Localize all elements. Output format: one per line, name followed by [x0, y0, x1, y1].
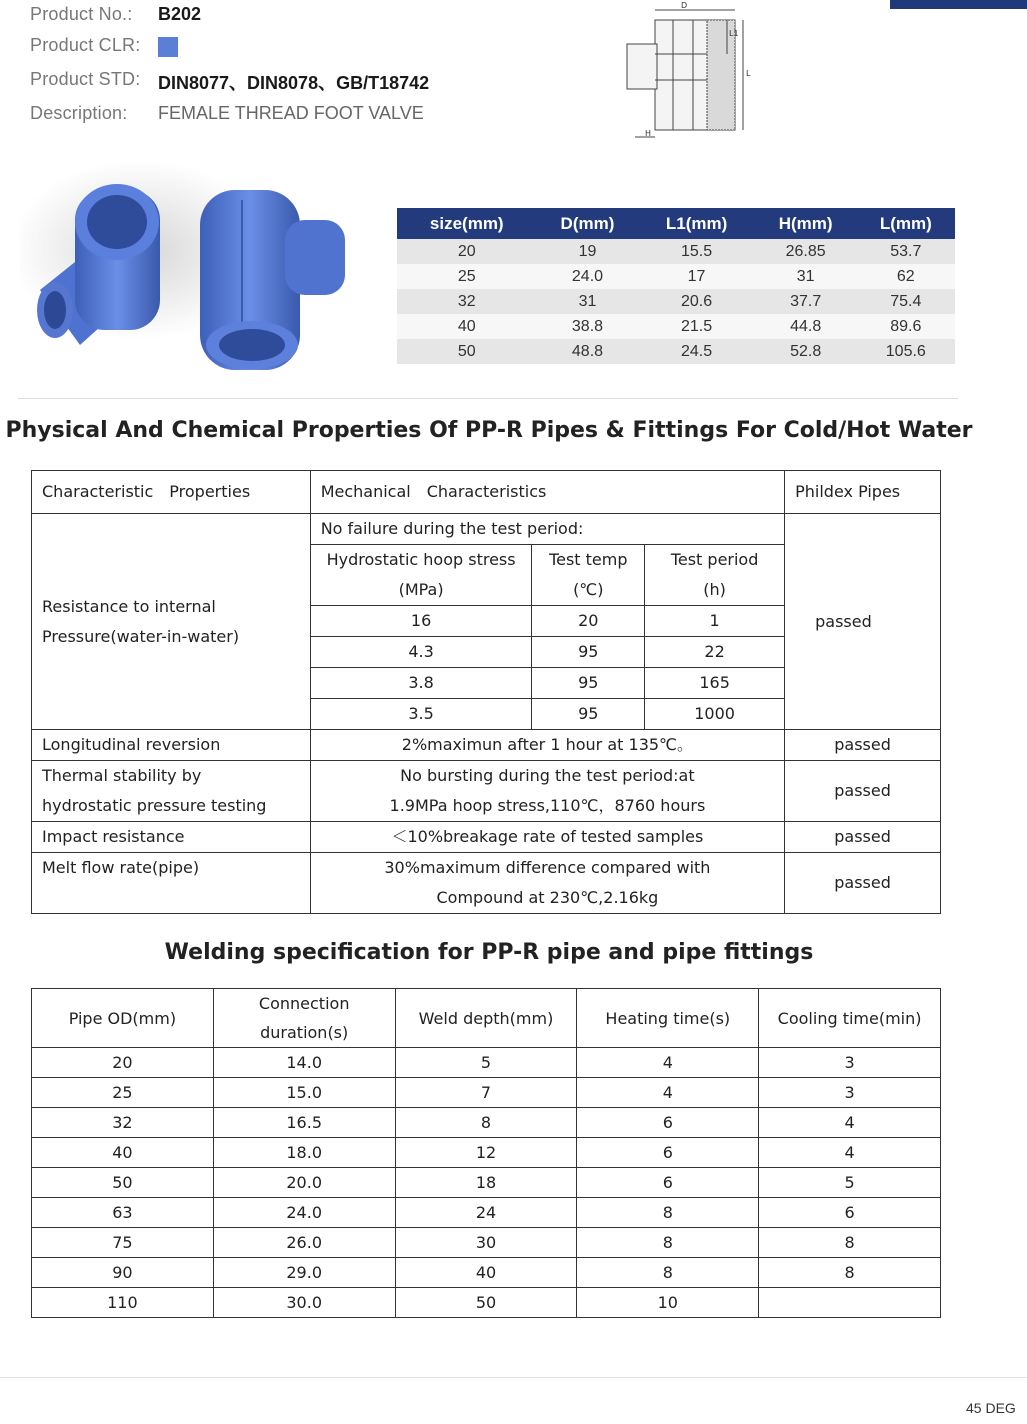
prop-characteristic: 2%maximun after 1 hour at 135℃。: [310, 730, 784, 761]
table-cell: 6: [577, 1138, 759, 1168]
prop-label: Longitudinal reversion: [32, 730, 311, 761]
prop-label: Melt flow rate(pipe): [32, 853, 311, 914]
weld-header-cooling: Cooling time(min): [759, 989, 941, 1048]
table-cell: 20.6: [638, 289, 754, 314]
table-cell: 75.4: [857, 289, 955, 314]
size-header-d: D(mm): [537, 208, 639, 239]
table-cell: 4: [759, 1108, 941, 1138]
table-cell: 24.5: [638, 339, 754, 364]
table-row: [32, 822, 941, 853]
table-row: [397, 339, 955, 364]
prop-result: passed: [785, 853, 941, 914]
prop-header-mechanical: Mechanical Characteristics: [310, 471, 784, 514]
table-cell: 17: [638, 264, 754, 289]
table-cell: 8: [759, 1258, 941, 1288]
table-cell: 32: [397, 289, 537, 314]
table-cell: 29.0: [213, 1258, 395, 1288]
table-cell: 50: [395, 1288, 577, 1318]
prop-label: Impact resistance: [32, 822, 311, 853]
table-cell: 63: [32, 1198, 214, 1228]
prop-characteristic-line2: 1.9MPa hoop stress,110℃，8760 hours: [389, 796, 706, 815]
properties-table: [31, 470, 941, 914]
table-row: [32, 1048, 941, 1078]
pressure-intro: No failure during the test period:: [311, 514, 784, 545]
drawing-label-l1: L1: [729, 29, 739, 38]
table-cell: 105.6: [857, 339, 955, 364]
table-cell: 62: [857, 264, 955, 289]
prop-characteristic-line1: 30%maximum difference compared with: [384, 858, 711, 877]
description-row: [30, 103, 424, 124]
table-row: [32, 1228, 941, 1258]
product-no-value: B202: [158, 4, 202, 24]
table-row: [32, 1078, 941, 1108]
table-row: [397, 289, 955, 314]
prop-characteristic-line1: No bursting during the test period:at: [400, 766, 695, 785]
table-cell: 8: [395, 1108, 577, 1138]
product-photo: [20, 150, 375, 375]
drawing-label-l: L: [746, 69, 751, 78]
table-cell: 20: [532, 606, 645, 637]
table-cell: 8: [577, 1258, 759, 1288]
footer-divider: [0, 1377, 1027, 1378]
table-cell: [645, 545, 785, 606]
table-cell: 38.8: [537, 314, 639, 339]
prop-label-line2: hydrostatic pressure testing: [42, 796, 267, 815]
table-row: [32, 1168, 941, 1198]
table-cell: 24.0: [537, 264, 639, 289]
table-cell: 5: [759, 1168, 941, 1198]
product-no-row: [30, 4, 202, 25]
table-row: [32, 1198, 941, 1228]
table-cell: 8: [577, 1198, 759, 1228]
prop-result: passed: [785, 822, 941, 853]
table-cell: 22: [645, 637, 785, 668]
table-row: [311, 606, 784, 637]
table-row: [311, 545, 784, 606]
size-table-header: [397, 208, 955, 239]
size-header-l: L(mm): [857, 208, 955, 239]
description-label: Description:: [30, 103, 128, 123]
table-cell: 4: [577, 1048, 759, 1078]
weld-header-heating: Heating time(s): [577, 989, 759, 1048]
product-std-value: DIN8077、DIN8078、GB/T18742: [158, 73, 430, 93]
table-cell: 8: [759, 1228, 941, 1258]
table-row: [311, 699, 784, 730]
table-cell: 26.85: [755, 239, 857, 264]
table-cell: 21.5: [638, 314, 754, 339]
table-cell: 5: [395, 1048, 577, 1078]
table-cell: 3: [759, 1078, 941, 1108]
table-cell: 48.8: [537, 339, 639, 364]
table-cell: 89.6: [857, 314, 955, 339]
description-value: FEMALE THREAD FOOT VALVE: [158, 103, 424, 123]
prop-characteristic: [310, 853, 784, 914]
table-row: [32, 761, 941, 822]
welding-table: [31, 988, 941, 1318]
prop-label-line1: Thermal stability by: [42, 766, 202, 785]
drawing-label-h: H: [645, 129, 652, 138]
welding-title: Welding specification for PP-R pipe and pipe fittings: [164, 940, 814, 965]
size-header-size: size(mm): [397, 208, 537, 239]
table-cell: 8: [577, 1228, 759, 1258]
table-cell: 3: [759, 1048, 941, 1078]
product-no-label: Product No.:: [30, 4, 133, 24]
prop-characteristic-line2: Compound at 230℃,2.16kg: [436, 888, 659, 907]
table-cell: 25: [32, 1078, 214, 1108]
table-row: [397, 264, 955, 289]
table-cell: 10: [577, 1288, 759, 1318]
table-cell: 12: [395, 1138, 577, 1168]
color-swatch: [158, 37, 178, 57]
table-cell: 30.0: [213, 1288, 395, 1318]
table-cell: 31: [755, 264, 857, 289]
table-cell: 37.7: [755, 289, 857, 314]
table-cell: 18: [395, 1168, 577, 1198]
table-row: [32, 514, 941, 730]
table-row: [397, 239, 955, 264]
welding-header-row: [32, 989, 941, 1048]
table-row: [397, 314, 955, 339]
properties-title: Physical And Chemical Properties Of PP-R Pipes & Fittings For Cold/Hot Water: [5, 418, 973, 443]
table-cell: 90: [32, 1258, 214, 1288]
table-row: [311, 668, 784, 699]
table-cell: 95: [532, 637, 645, 668]
weld-header-od: Pipe OD(mm): [32, 989, 214, 1048]
table-row: [32, 1288, 941, 1318]
product-clr-label: Product CLR:: [30, 35, 141, 55]
table-cell: 7: [395, 1078, 577, 1108]
table-cell: 44.8: [755, 314, 857, 339]
weld-header-duration-line1: Connection: [258, 994, 350, 1013]
pressure-label-line1: Resistance to internal: [42, 596, 216, 616]
table-cell: 6: [759, 1198, 941, 1228]
table-row: [311, 637, 784, 668]
product-std-label: Product STD:: [30, 69, 141, 89]
table-cell: 4.3: [311, 637, 532, 668]
pressure-label: [32, 514, 311, 730]
table-cell: 165: [645, 668, 785, 699]
properties-header-row: [32, 471, 941, 514]
table-cell: [759, 1288, 941, 1318]
table-cell: 3.8: [311, 668, 532, 699]
size-header-l1: L1(mm): [638, 208, 754, 239]
size-header-h: H(mm): [755, 208, 857, 239]
table-cell: 19: [537, 239, 639, 264]
subheader-stress-line2: (MPa): [398, 580, 444, 599]
table-cell: 25: [397, 264, 537, 289]
table-cell: [311, 545, 532, 606]
table-cell: 40: [32, 1138, 214, 1168]
technical-drawing: [615, 2, 765, 150]
table-cell: 4: [577, 1078, 759, 1108]
table-row: [32, 1138, 941, 1168]
pressure-result: passed: [785, 514, 941, 730]
table-cell: 1000: [645, 699, 785, 730]
table-cell: 95: [532, 668, 645, 699]
prop-characteristic: [310, 761, 784, 822]
weld-header-duration-line2: duration(s): [260, 1023, 349, 1042]
table-cell: 6: [577, 1168, 759, 1198]
prop-header-result: Phildex Pipes: [785, 471, 941, 514]
table-cell: 50: [32, 1168, 214, 1198]
drawing-label-d: D: [681, 2, 688, 10]
table-cell: 50: [397, 339, 537, 364]
prop-result: passed: [785, 730, 941, 761]
table-cell: 15.0: [213, 1078, 395, 1108]
prop-header-characteristic: Characteristic Properties: [32, 471, 311, 514]
top-accent-bar: [890, 0, 1027, 9]
table-row: [32, 730, 941, 761]
pressure-details: [310, 514, 784, 730]
table-cell: 30: [395, 1228, 577, 1258]
table-cell: 15.5: [638, 239, 754, 264]
product-std-row: [30, 69, 430, 93]
table-cell: 40: [397, 314, 537, 339]
tee-fitting-right: [200, 190, 345, 370]
table-row: [32, 1258, 941, 1288]
subheader-stress-line1: Hydrostatic hoop stress: [326, 550, 516, 569]
table-cell: 14.0: [213, 1048, 395, 1078]
table-cell: 53.7: [857, 239, 955, 264]
table-cell: 16.5: [213, 1108, 395, 1138]
subheader-period-line1: Test period: [670, 550, 759, 569]
table-cell: 24: [395, 1198, 577, 1228]
table-cell: 4: [759, 1138, 941, 1168]
prop-characteristic: ＜10%breakage rate of tested samples: [310, 822, 784, 853]
table-cell: 24.0: [213, 1198, 395, 1228]
table-cell: 20: [32, 1048, 214, 1078]
table-cell: [532, 545, 645, 606]
pressure-subtable: [311, 545, 784, 729]
table-cell: 40: [395, 1258, 577, 1288]
table-cell: 16: [311, 606, 532, 637]
subheader-temp-line2: (℃): [573, 580, 604, 599]
weld-header-depth: Weld depth(mm): [395, 989, 577, 1048]
size-table: [397, 208, 955, 364]
table-cell: 3.5: [311, 699, 532, 730]
subheader-temp-line1: Test temp: [549, 550, 628, 569]
table-cell: 110: [32, 1288, 214, 1318]
table-cell: 32: [32, 1108, 214, 1138]
pressure-label-line2: Pressure(water-in-water): [42, 626, 240, 646]
table-cell: 1: [645, 606, 785, 637]
footer-text: 45 DEG: [966, 1400, 1016, 1416]
table-cell: 95: [532, 699, 645, 730]
table-cell: 18.0: [213, 1138, 395, 1168]
table-row: [32, 853, 941, 914]
subheader-period-line2: (h): [703, 580, 726, 599]
table-cell: 52.8: [755, 339, 857, 364]
table-cell: 26.0: [213, 1228, 395, 1258]
table-cell: 31: [537, 289, 639, 314]
product-clr-row: [30, 35, 140, 56]
table-cell: 6: [577, 1108, 759, 1138]
prop-label: [32, 761, 311, 822]
weld-header-duration: [213, 989, 395, 1048]
table-cell: 20.0: [213, 1168, 395, 1198]
table-cell: 20: [397, 239, 537, 264]
table-row: [32, 1108, 941, 1138]
prop-result: passed: [785, 761, 941, 822]
section-divider: [18, 398, 958, 399]
table-cell: 75: [32, 1228, 214, 1258]
